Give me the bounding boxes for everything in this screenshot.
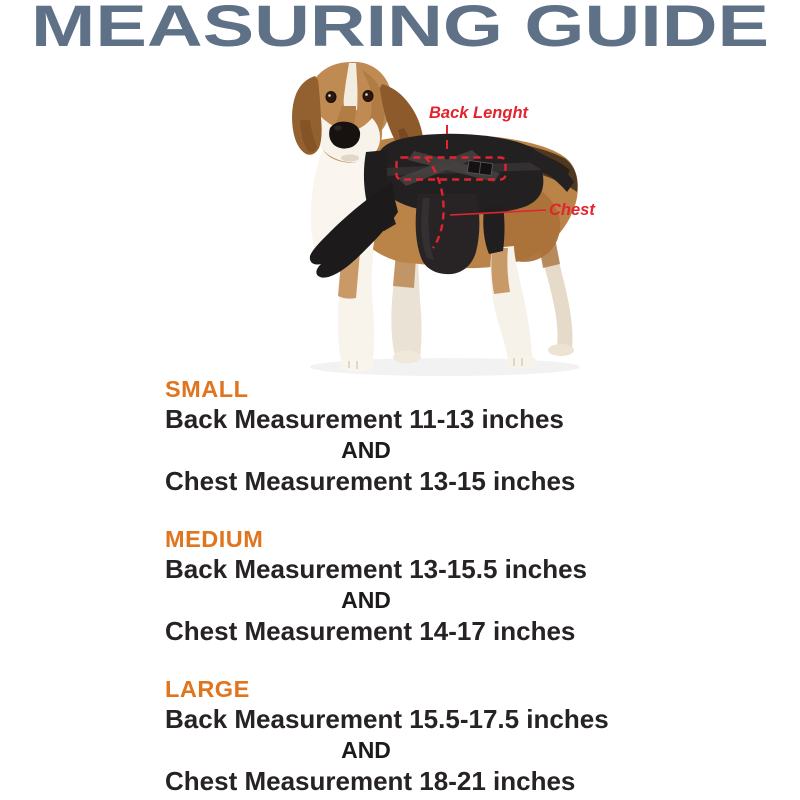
size-section-large [165,676,609,798]
and-text: AND [341,437,391,463]
size-section-small [165,376,576,498]
page-title-text: MEASURING GUIDE [31,0,769,58]
size-guide-sections [165,376,609,800]
and-text: AND [341,587,391,613]
back-measurement-text: Back Measurement 15.5-17.5 inches [165,704,609,734]
chest-measurement-text: Chest Measurement 18-21 inches [165,766,576,796]
back-measurement-text: Back Measurement 13-15.5 inches [165,554,587,584]
chest-label: Chest [549,201,595,219]
dog-left-eye [326,92,336,103]
dog-right-eye [363,91,373,102]
and-text: AND [341,737,391,763]
size-section-medium [165,526,587,648]
back-length-label: Back Lenght [429,104,529,122]
chest-measurement-text: Chest Measurement 14-17 inches [165,616,576,646]
chest-measurement-text: Chest Measurement 13-15 inches [165,466,576,496]
dog-nose [329,122,360,149]
size-heading: SMALL [165,376,249,402]
back-measurement-text: Back Measurement 11-13 inches [165,404,564,434]
size-heading: MEDIUM [165,526,264,552]
size-heading: LARGE [165,676,250,702]
